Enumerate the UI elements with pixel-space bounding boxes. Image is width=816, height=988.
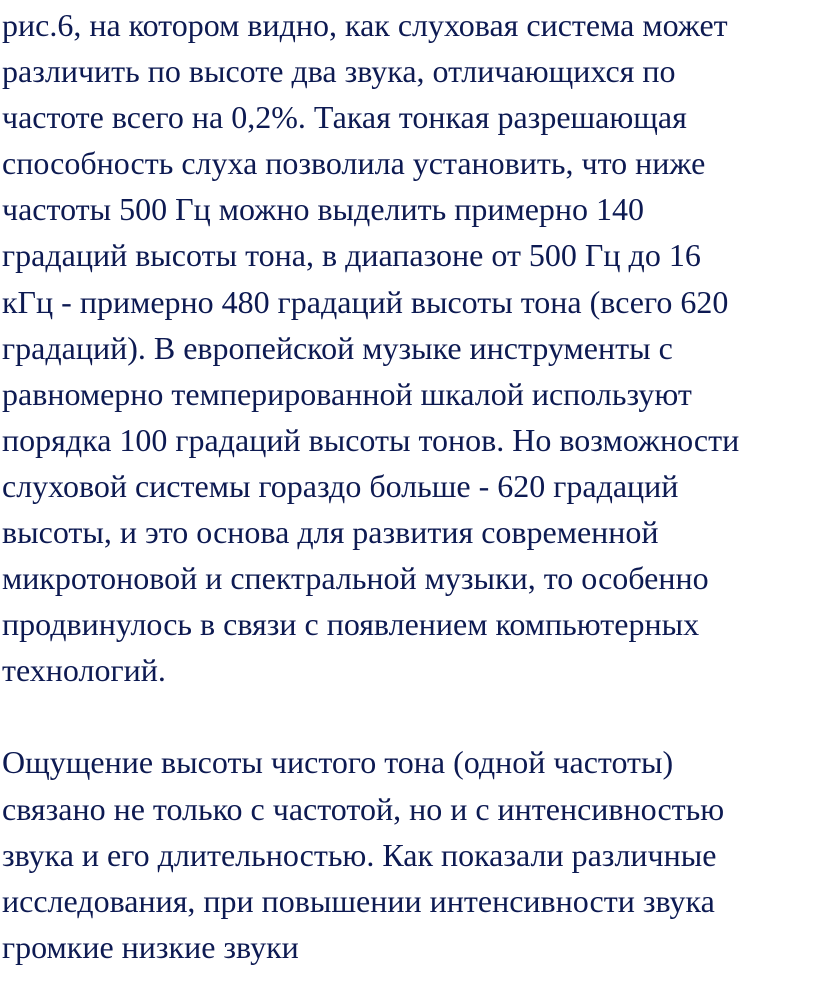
text-line: Ощущение высоты чистого тона (одной частоты) xyxy=(2,744,674,781)
text-line: высоты, и это основа для развития современной xyxy=(2,514,659,551)
text-line: частоты 500 Гц можно выделить примерно 140 xyxy=(2,191,645,228)
text-line: слуховой системы гораздо больше - 620 градаций xyxy=(2,467,679,504)
text-line: равномерно темперированной шкалой используют xyxy=(2,375,692,412)
text-line: кГц - примерно 480 градаций высоты тона (всего 620 xyxy=(2,283,729,320)
text-line: громкие низкие звуки xyxy=(2,928,299,965)
text-line: градаций высоты тона, в диапазоне от 500 Гц до 16 xyxy=(2,237,701,274)
text-line: микротоновой и спектральной музыки, то особенно xyxy=(2,560,709,597)
text-line: порядка 100 градаций высоты тонов. Но возможности xyxy=(2,421,740,458)
text-line: связано не только с частотой, но и с интенсивностью xyxy=(2,790,725,827)
text-line: рис.6, на котором видно, как слуховая система может xyxy=(2,7,728,43)
text-line: различить по высоте два звука, отличающихся по xyxy=(2,53,676,90)
text-line: способность слуха позволила установить, что ниже xyxy=(2,145,706,182)
text-line: технологий. xyxy=(2,652,166,689)
text-line: исследования, при повышении интенсивности звука xyxy=(2,882,715,919)
text-line: звука и его длительностью. Как показали различные xyxy=(2,836,717,873)
text-line: градаций). В европейской музыке инструменты с xyxy=(2,329,673,366)
paragraph-spacer xyxy=(2,693,814,739)
paragraph-pitch-resolution xyxy=(2,2,814,693)
paragraph-pitch-intensity xyxy=(2,739,814,969)
text-line: частоте всего на 0,2%. Такая тонкая разрешающая xyxy=(2,99,687,136)
text-line: продвинулось в связи с появлением компьютерных xyxy=(2,606,700,643)
document-body xyxy=(2,0,814,970)
